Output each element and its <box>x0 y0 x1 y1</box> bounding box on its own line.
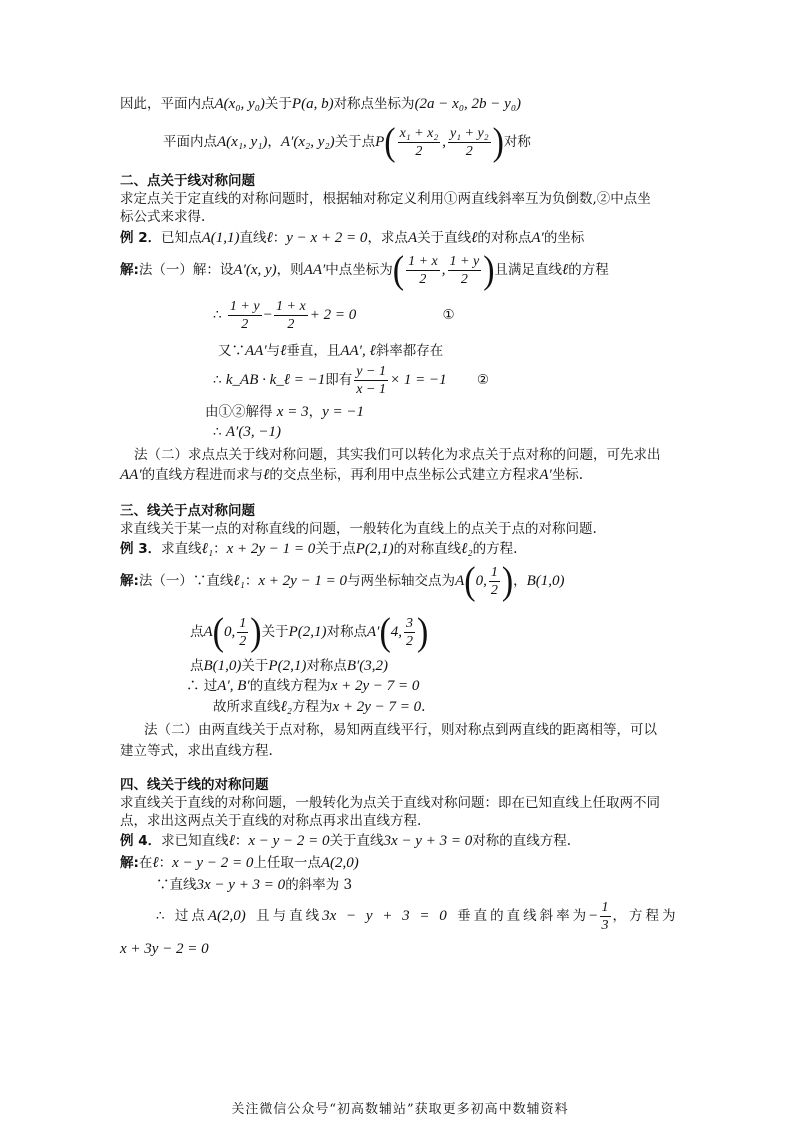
math: + 2 = 0 <box>309 307 357 323</box>
text: 的直线方程为 <box>249 678 331 694</box>
text: ： <box>234 833 249 849</box>
math-result: (2a − x₀, 2b − y₀) <box>414 96 522 112</box>
solution-label: 解: <box>120 855 139 871</box>
section-2-title: 二、点关于线对称问题 <box>120 173 255 189</box>
text: 过点 <box>174 908 208 924</box>
math: ℓ₂ <box>461 541 473 557</box>
math: ℓ <box>152 855 159 871</box>
section-3-title: 三、线关于点对称问题 <box>120 503 255 519</box>
example-label: 例 3． <box>120 541 162 557</box>
numerator: 1 + x <box>276 299 306 314</box>
math: AA′ <box>120 467 142 483</box>
therefore-symbol: ∴ <box>213 372 222 388</box>
fraction <box>398 125 441 160</box>
fraction <box>600 899 611 934</box>
text: 对称点 <box>306 658 347 674</box>
text: ： <box>213 541 227 557</box>
text: ，方程为 <box>612 908 679 924</box>
text: 的斜率为 3 <box>285 877 353 893</box>
paren-right: ) <box>250 610 262 654</box>
math: P(2,1) <box>268 658 307 674</box>
solution-4-line-4 <box>120 940 209 958</box>
math: × 1 = −1 <box>389 372 447 388</box>
math: 4, <box>390 624 403 640</box>
method-2-line-1: 法（二）求点点关于线对称问题，其实我们可以转化为求点关于点对称的问题，可先求出 <box>134 447 661 463</box>
math: x + 2y − 7 = 0 <box>330 678 420 694</box>
example-4 <box>120 832 571 850</box>
solution-4-line-2 <box>156 876 352 894</box>
fraction <box>354 363 388 398</box>
text: ，则 <box>276 262 304 278</box>
math: x − y − 2 = 0 <box>248 833 330 849</box>
math: B(1,0) <box>203 658 242 674</box>
math: B′(3,2) <box>346 658 388 674</box>
math-point-p: P <box>375 134 385 150</box>
text: 对称点 <box>326 624 367 640</box>
solution-4-line-3 <box>156 898 679 934</box>
text: 关于 <box>261 624 289 640</box>
operator: − <box>263 307 273 323</box>
math: AA′ <box>303 262 326 278</box>
denominator: 3 <box>601 918 609 933</box>
text: 方程为 <box>291 699 333 715</box>
text: ， <box>267 134 281 150</box>
equation-mark: ① <box>442 307 455 323</box>
text: 点 <box>190 624 204 640</box>
math: ℓ <box>266 230 273 246</box>
math: AA′, ℓ <box>340 343 376 359</box>
math: ℓ <box>280 343 287 359</box>
footer: 关注微信公众号“初高数辅站”获取更多初高中数辅资料 <box>231 1102 569 1117</box>
paren-right: ) <box>501 559 514 603</box>
text: 关于直线 <box>329 833 384 849</box>
numerator: 1 <box>239 616 247 631</box>
method-2-line-1: 法（二）由两直线关于点对称，易知两直线平行，则对称点到两直线的距离相等，可以 <box>144 722 657 738</box>
text: 与 <box>266 343 281 359</box>
math: A′, B′ <box>217 678 250 694</box>
paren-left: ( <box>379 610 391 654</box>
math: A <box>455 573 465 589</box>
text: 关于点 <box>334 134 376 150</box>
math: x + 3y − 2 = 0 <box>120 941 209 957</box>
example-2 <box>120 229 584 247</box>
solution-4 <box>120 854 359 872</box>
math: ℓ <box>562 262 569 278</box>
therefore-symbol: ∴ <box>213 424 222 440</box>
math: 3x − y + 3 = 0 <box>322 908 447 924</box>
math: P(2,1) <box>355 541 394 557</box>
text: 因此，平面内点 <box>120 96 215 112</box>
math: x + 2y − 7 = 0 <box>332 699 422 715</box>
section-4-title: 四、线关于线的对称问题 <box>120 777 269 793</box>
text: 对称 <box>503 134 531 150</box>
text: 的交点坐标，再利用中点坐标公式建立方程求 <box>269 467 540 483</box>
text: 的对称直线 <box>393 541 462 557</box>
equation-4 <box>205 403 364 421</box>
math: 3x − y + 3 = 0 <box>196 877 286 893</box>
math: 3x − y + 3 = 0 <box>383 833 473 849</box>
fraction <box>228 298 262 333</box>
text: . <box>421 699 426 715</box>
solution-label: 解: <box>120 573 139 589</box>
text: 对称的直线方程. <box>472 833 572 849</box>
math: y − x + 2 = 0 <box>286 230 368 246</box>
text: ： <box>244 573 259 589</box>
math: A <box>407 230 418 246</box>
math: A′(x, y) <box>233 262 277 278</box>
text: 求直线 <box>161 541 202 557</box>
fraction <box>489 564 500 599</box>
method-2-line-2 <box>120 466 583 484</box>
denominator: 2 <box>287 317 295 332</box>
fraction <box>274 298 308 333</box>
text: 故所求直线 <box>213 699 281 715</box>
therefore-symbol: ∴ <box>186 678 200 694</box>
math: A(2,0) <box>207 908 246 924</box>
text: 上任取一点 <box>253 855 321 871</box>
equation-3 <box>213 362 489 398</box>
text: 由①②解得 <box>205 404 273 420</box>
math: A′ <box>539 467 552 483</box>
math: B(1,0) <box>526 573 565 589</box>
solution-3 <box>120 559 565 603</box>
numerator: y₁ + y₂ <box>449 126 489 141</box>
math: k_AB · k_ℓ = −1 <box>225 372 326 388</box>
text: 又∵ <box>218 343 245 359</box>
math: x − y − 2 = 0 <box>172 855 254 871</box>
math: 0, <box>224 624 236 640</box>
text: 斜率都存在 <box>375 343 444 359</box>
line-1 <box>120 95 521 113</box>
math-point-p: P(a, b) <box>291 96 334 112</box>
fraction <box>448 125 491 160</box>
text: 点 <box>190 658 204 674</box>
text: 直线 <box>239 230 267 246</box>
math: x + 2y − 1 = 0 <box>258 573 348 589</box>
math: x + 2y − 1 = 0 <box>226 541 316 557</box>
text: 即有 <box>325 372 353 388</box>
math: A(2,0) <box>320 855 359 871</box>
math: ℓ₁ <box>201 541 214 557</box>
numerator: 3 <box>406 616 414 631</box>
numerator: 1 + x <box>408 254 438 269</box>
text: 垂直，且 <box>286 343 341 359</box>
paren-right: ) <box>483 248 495 292</box>
text: 的对称点 <box>477 230 532 246</box>
text: ， <box>513 573 527 589</box>
numerator: 1 <box>490 565 498 580</box>
denominator: 2 <box>415 144 423 159</box>
text: 的直线方程进而求与 <box>141 467 264 483</box>
math-point-a: A(x₁, y₁) <box>217 134 268 150</box>
text: 且满足直线 <box>494 262 563 278</box>
example-label: 例 2． <box>120 230 162 246</box>
text: ： <box>158 855 173 871</box>
denominator: 2 <box>241 317 249 332</box>
numerator: 1 + y <box>449 254 480 269</box>
numerator: 1 <box>601 900 609 915</box>
math-point-a: A(x₀, y₀) <box>214 96 265 112</box>
math: A′ <box>531 230 544 246</box>
solution-label: 解: <box>120 262 139 278</box>
denominator: 2 <box>239 634 247 649</box>
math: AA′ <box>245 343 267 359</box>
paren-left: ( <box>392 248 405 292</box>
text: 法（一）解：设 <box>138 262 234 278</box>
fraction <box>448 253 482 288</box>
text: 的方程 <box>568 262 609 278</box>
math: A <box>203 624 213 640</box>
math: A′(3, −1) <box>225 424 281 440</box>
solution-2: 解:法（一）解：设A′(x, y)，则AA′中点坐标为( $\frac{1 + x}{2}$ , $\frac{1 + y}{2}$ )且满足直线ℓ的方程 <box>120 248 609 292</box>
paren-left: ( <box>212 610 224 654</box>
math: ℓ₂ <box>280 699 292 715</box>
text: 关于点 <box>315 541 356 557</box>
denominator: 2 <box>490 583 498 598</box>
operator: − <box>589 908 598 924</box>
denominator: x − 1 <box>356 382 386 397</box>
therefore-symbol: ∴ <box>213 307 222 323</box>
equation-5 <box>213 423 281 441</box>
fraction <box>237 615 248 650</box>
text: 已知点 <box>161 230 202 246</box>
text: 法（一）∵直线 <box>138 573 234 589</box>
solution-3-line-5 <box>213 698 425 716</box>
numerator: 1 + y <box>229 299 260 314</box>
math: x = 3 <box>276 404 309 420</box>
text: ∵直线 <box>156 877 197 893</box>
text: 中点坐标为 <box>325 262 393 278</box>
paragraph: 求定点关于定直线的对称问题时，根据轴对称定义利用①两直线斜率互为负倒数,②中点坐 <box>120 191 651 207</box>
math-point-a-prime: A′(x₂, y₂) <box>280 134 335 150</box>
text: 关于直线 <box>417 230 472 246</box>
math: A′ <box>366 624 380 640</box>
math: 0, <box>475 573 487 589</box>
denominator: 2 <box>406 634 414 649</box>
math: P(2,1) <box>288 624 327 640</box>
method-2-line-2: 建立等式，求出直线方程. <box>120 743 273 759</box>
text: 关于 <box>264 96 292 112</box>
solution-3-line-2 <box>190 610 429 654</box>
text: 垂直的直线斜率为 <box>457 908 590 924</box>
therefore-symbol: ∴ <box>156 908 165 924</box>
fraction <box>404 615 415 650</box>
math: y = −1 <box>322 404 364 420</box>
paragraph: 求直线关于直线的对称问题，一般转化为点关于直线对称问题：即在已知直线上任取两不同 <box>120 795 660 811</box>
math: ℓ₁ <box>233 573 245 589</box>
paren-left: ( <box>384 120 396 164</box>
equation-mark: ② <box>476 372 489 388</box>
equation-1 <box>213 297 455 333</box>
text: 与两坐标轴交点为 <box>347 573 456 589</box>
text: 求已知直线 <box>161 833 229 849</box>
paren-right: ) <box>417 610 429 654</box>
example-label: 例 4． <box>120 833 162 849</box>
text: ，求点 <box>367 230 408 246</box>
text: 平面内点 <box>163 134 217 150</box>
text: ： <box>272 230 287 246</box>
numerator: y − 1 <box>356 364 386 379</box>
paragraph: 标公式来求得. <box>120 209 206 225</box>
fraction <box>406 253 440 288</box>
text: 的坐标 <box>543 230 585 246</box>
paragraph: 求直线关于某一点的对称直线的问题，一般转化为直线上的点关于点的对称问题. <box>120 521 597 537</box>
text: 坐标. <box>551 467 584 483</box>
denominator: 2 <box>465 144 473 159</box>
text: ， <box>308 404 323 420</box>
line-2: 平面内点A(x₁, y₁)，A′(x₂, y₂)关于点P( $\frac{\text{x₁ + x₂}}{2}$ , $\frac{\text{y₁ + y₂}}{2}$ )对称 <box>163 120 531 164</box>
math: ℓ <box>471 230 478 246</box>
text: 的方程. <box>472 541 518 557</box>
paragraph: 点，求出这两点关于直线的对称点再求出直线方程. <box>120 813 422 829</box>
math: ℓ <box>263 467 270 483</box>
text: 且与直线 <box>256 908 323 924</box>
text: 在 <box>138 855 153 871</box>
example-3 <box>120 540 517 558</box>
solution-3-line-3 <box>190 657 388 675</box>
text: 过 <box>203 678 218 694</box>
denominator: 2 <box>419 272 427 287</box>
solution-3-line-4 <box>186 677 419 695</box>
text: 关于 <box>241 658 269 674</box>
paren-left: ( <box>464 559 476 603</box>
math: A(1,1) <box>201 230 240 246</box>
denominator: 2 <box>460 272 468 287</box>
paren-right: ) <box>492 120 504 164</box>
text: 对称点坐标为 <box>333 96 415 112</box>
equation-2 <box>218 342 443 360</box>
math: ℓ <box>228 833 235 849</box>
numerator: x₁ + x₂ <box>399 126 439 141</box>
